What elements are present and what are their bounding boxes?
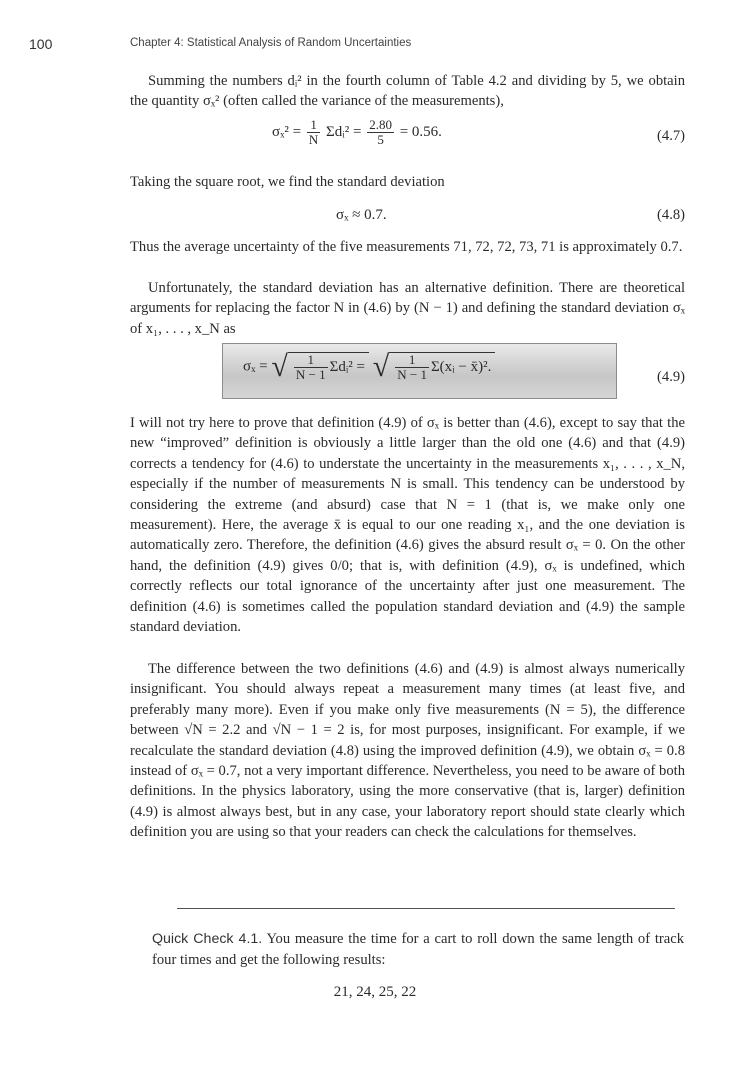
eq49-frac2-den: N − 1 [397, 367, 427, 382]
eq49-frac1-num: 1 [294, 353, 328, 368]
eq47-fraction-1-over-n [307, 118, 320, 147]
quick-check-box [152, 929, 684, 971]
section-divider [177, 908, 675, 909]
paragraph-square-root: Taking the square root, we find the standard deviation [130, 174, 445, 190]
eq49-radicand-1 [288, 352, 369, 382]
eq49-radicand-2 [389, 352, 495, 382]
paragraph-alternative-definition: Unfortunately, the standard deviation has an alternative definition. There are theoretical arguments for replacing the factor N in (4.6) by (N − 1) and defining the standard deviation σₓ of x₁, . . . , x_N as [130, 280, 685, 337]
quick-check-text: You measure the time for a cart to roll down the same length of track four times and get the following results: [152, 931, 685, 968]
quick-check-data: 21, 24, 25, 22 [333, 984, 417, 1000]
square-root-symbol: √ [271, 350, 288, 383]
eq49-lhs: σₓ = [243, 358, 268, 375]
eq47-frac2-num: 2.80 [369, 117, 392, 132]
eq49-fraction-1 [294, 353, 328, 382]
eq47-frac1-den: N [308, 132, 319, 147]
equation-number-4-7: (4.7) [657, 128, 685, 144]
eq47-sum-term: Σdᵢ² = [326, 123, 362, 140]
paragraph-difference-definitions: The difference between the two definitions (4.6) and (4.9) is almost always numerically insignificant. You should always repeat a measurement many times (at least five, and preferably many more). Even if you make only five measurements (N = 5), the difference between √N = 2.2 and √N − 1 = 2 is, for most purposes, insignificant. For example, if we recalculate the standard deviation (4.8) using the improved definition (4.9), we obtain σₓ = 0.8 instead of σₓ = 0.7, not a very important difference. Nevertheless, you need to be aware of both definitions. In the physics laboratory, using the more conservative (that is, larger) definition (4.9) is almost always best, but in any case, your laboratory report should state clearly which definition you are using so that your readers can check the calculations for themselves. [130, 661, 685, 841]
eq49-frac1-den: N − 1 [295, 367, 326, 382]
equation-4-7 [272, 118, 442, 147]
eq49-term1: Σdᵢ² = [329, 358, 365, 375]
equation-4-8: σₓ ≈ 0.7. [336, 207, 387, 223]
equation-4-9 [243, 352, 495, 382]
paragraph-definition-discussion: I will not try here to prove that definition (4.9) of σₓ is better than (4.6), except to say that the new “improved” definition is obviously a little larger than the old one (4.6) and that (4.9) corrects a tendency for (4.6) to understate the uncertainty in the measurements x₁, . . . , x_N, especially if the number of measurements N is small. This tendency can be understood by considering the extreme (and absurd) case that N = 1 (that is, we make only one measurement). Here, the average x̄ is equal to our one reading x₁, and the one deviation is automatically zero. Therefore, the definition (4.6) gives the absurd result σₓ = 0. On the other hand, the definition (4.9) gives 0/0; that is, with definition (4.9), σₓ is undefined, which correctly reflects our total ignorance of the uncertainty after just one measurement. The definition (4.6) is sometimes called the population standard deviation and (4.9) the sample standard deviation. [130, 415, 685, 636]
eq47-frac1-num: 1 [307, 118, 320, 133]
eq49-fraction-2 [395, 353, 429, 382]
equation-number-4-9: (4.9) [657, 369, 685, 385]
paragraph-variance-intro: Summing the numbers dᵢ² in the fourth column of Table 4.2 and dividing by 5, we obtain the quantity σₓ² (often called the variance of the measurements), [130, 73, 685, 110]
running-header: Chapter 4: Statistical Analysis of Random Uncertainties [130, 37, 412, 49]
quick-check-label: Quick Check 4.1. [152, 931, 263, 947]
eq47-lhs: σₓ² = [272, 123, 302, 140]
eq49-term2: Σ(xᵢ − x̄)². [430, 358, 492, 375]
eq47-fraction-280-over-5 [367, 118, 394, 147]
eq47-result: = 0.56. [399, 123, 442, 140]
eq49-frac2-num: 1 [395, 353, 429, 368]
eq47-frac2-den: 5 [377, 132, 384, 147]
equation-number-4-8: (4.8) [657, 207, 685, 223]
paragraph-average-uncertainty: Thus the average uncertainty of the five measurements 71, 72, 72, 73, 71 is approximately 0.7. [130, 239, 683, 255]
square-root-symbol: √ [372, 350, 390, 383]
page-number: 100 [29, 36, 53, 52]
